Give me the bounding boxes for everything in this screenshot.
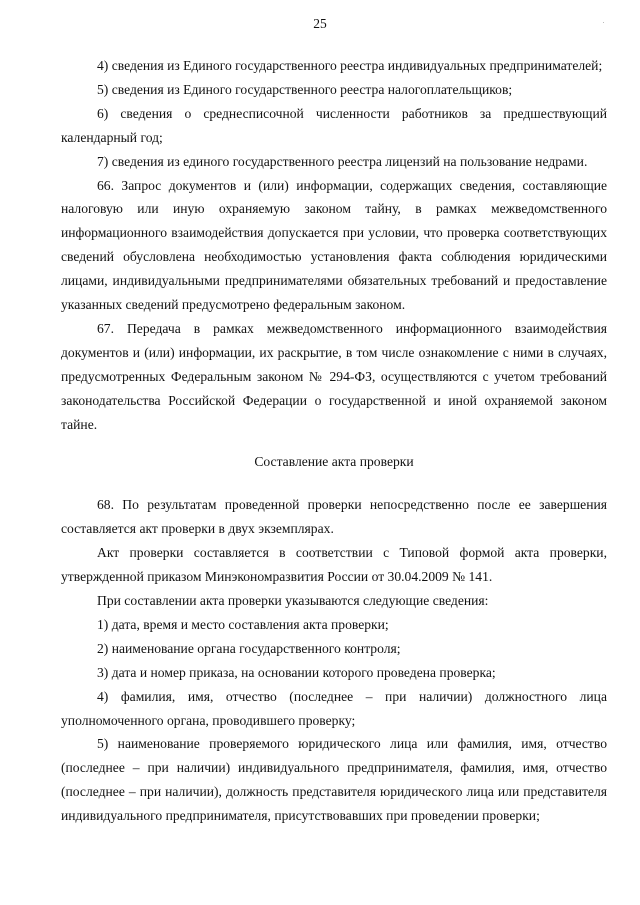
clause-66: 66. Запрос документов и (или) информации, содержащих сведения, составляющие налоговую или иную охраняемую законом тайну, в рамках межведомственного информационного взаимодействия допускается при условии, что проверка соответствующих сведений обусловлена необходимостью установления факта соблюдения юридическими лицами, индивидуальными предпринимателями обязательных требований и предоставление указанных сведений предусмотрено федеральным законом.	[61, 177, 607, 313]
list-item-7-licenses-registry: 7) сведения из единого государственного реестра лицензий на пользование недрами.	[97, 153, 588, 169]
clause-68: 68. По результатам проведенной проверки непосредственно после ее завершения составляется акт проверки в двух экземплярах.	[61, 497, 607, 537]
list-item-5-taxpayers-registry: 5) сведения из Единого государственного реестра налогоплательщиков;	[97, 81, 513, 97]
section-heading: Составление акта проверки	[254, 453, 414, 469]
scan-speck	[603, 22, 604, 23]
act-item-5: 5) наименование проверяемого юридического лица или фамилия, имя, отчество (последнее – при наличии) индивидуального предпринимателя, фамилия, имя, отчество (последнее – при наличии), должность представителя юридического лица или представителя индивидуального предпринимателя, присутствовавших при проведении проверки;	[61, 736, 607, 824]
act-item-1: 1) дата, время и место составления акта проверки;	[97, 616, 389, 632]
list-item-6-headcount: 6) сведения о среднесписочной численности работников за предшествующий календарный год;	[61, 105, 607, 145]
page-number: 25	[313, 16, 327, 31]
act-item-4: 4) фамилия, имя, отчество (последнее – при наличии) должностного лица уполномоченного органа, проводившего проверку;	[61, 688, 607, 728]
document-body	[61, 54, 607, 828]
act-item-3: 3) дата и номер приказа, на основании которого проведена проверка;	[97, 664, 496, 680]
act-info-intro: При составлении акта проверки указываются следующие сведения:	[97, 593, 489, 609]
act-form-paragraph: Акт проверки составляется в соответствии с Типовой формой акта проверки, утвержденной приказом Минэкономразвития России от 30.04.2009 № 141.	[61, 545, 607, 585]
act-item-2: 2) наименование органа государственного контроля;	[97, 640, 401, 656]
clause-67: 67. Передача в рамках межведомственного информационного взаимодействия документов и (или) информации, их раскрытие, в том числе ознакомление с ними в случаях, предусмотренных Федеральным законом № 294-ФЗ, осуществляются с учетом требований законодательства Российской Федерации о государственной и иной охраняемой законом тайне.	[61, 320, 607, 432]
list-item-4-entrepreneurs-registry: 4) сведения из Единого государственного реестра индивидуальных предпринимателей;	[97, 58, 603, 73]
